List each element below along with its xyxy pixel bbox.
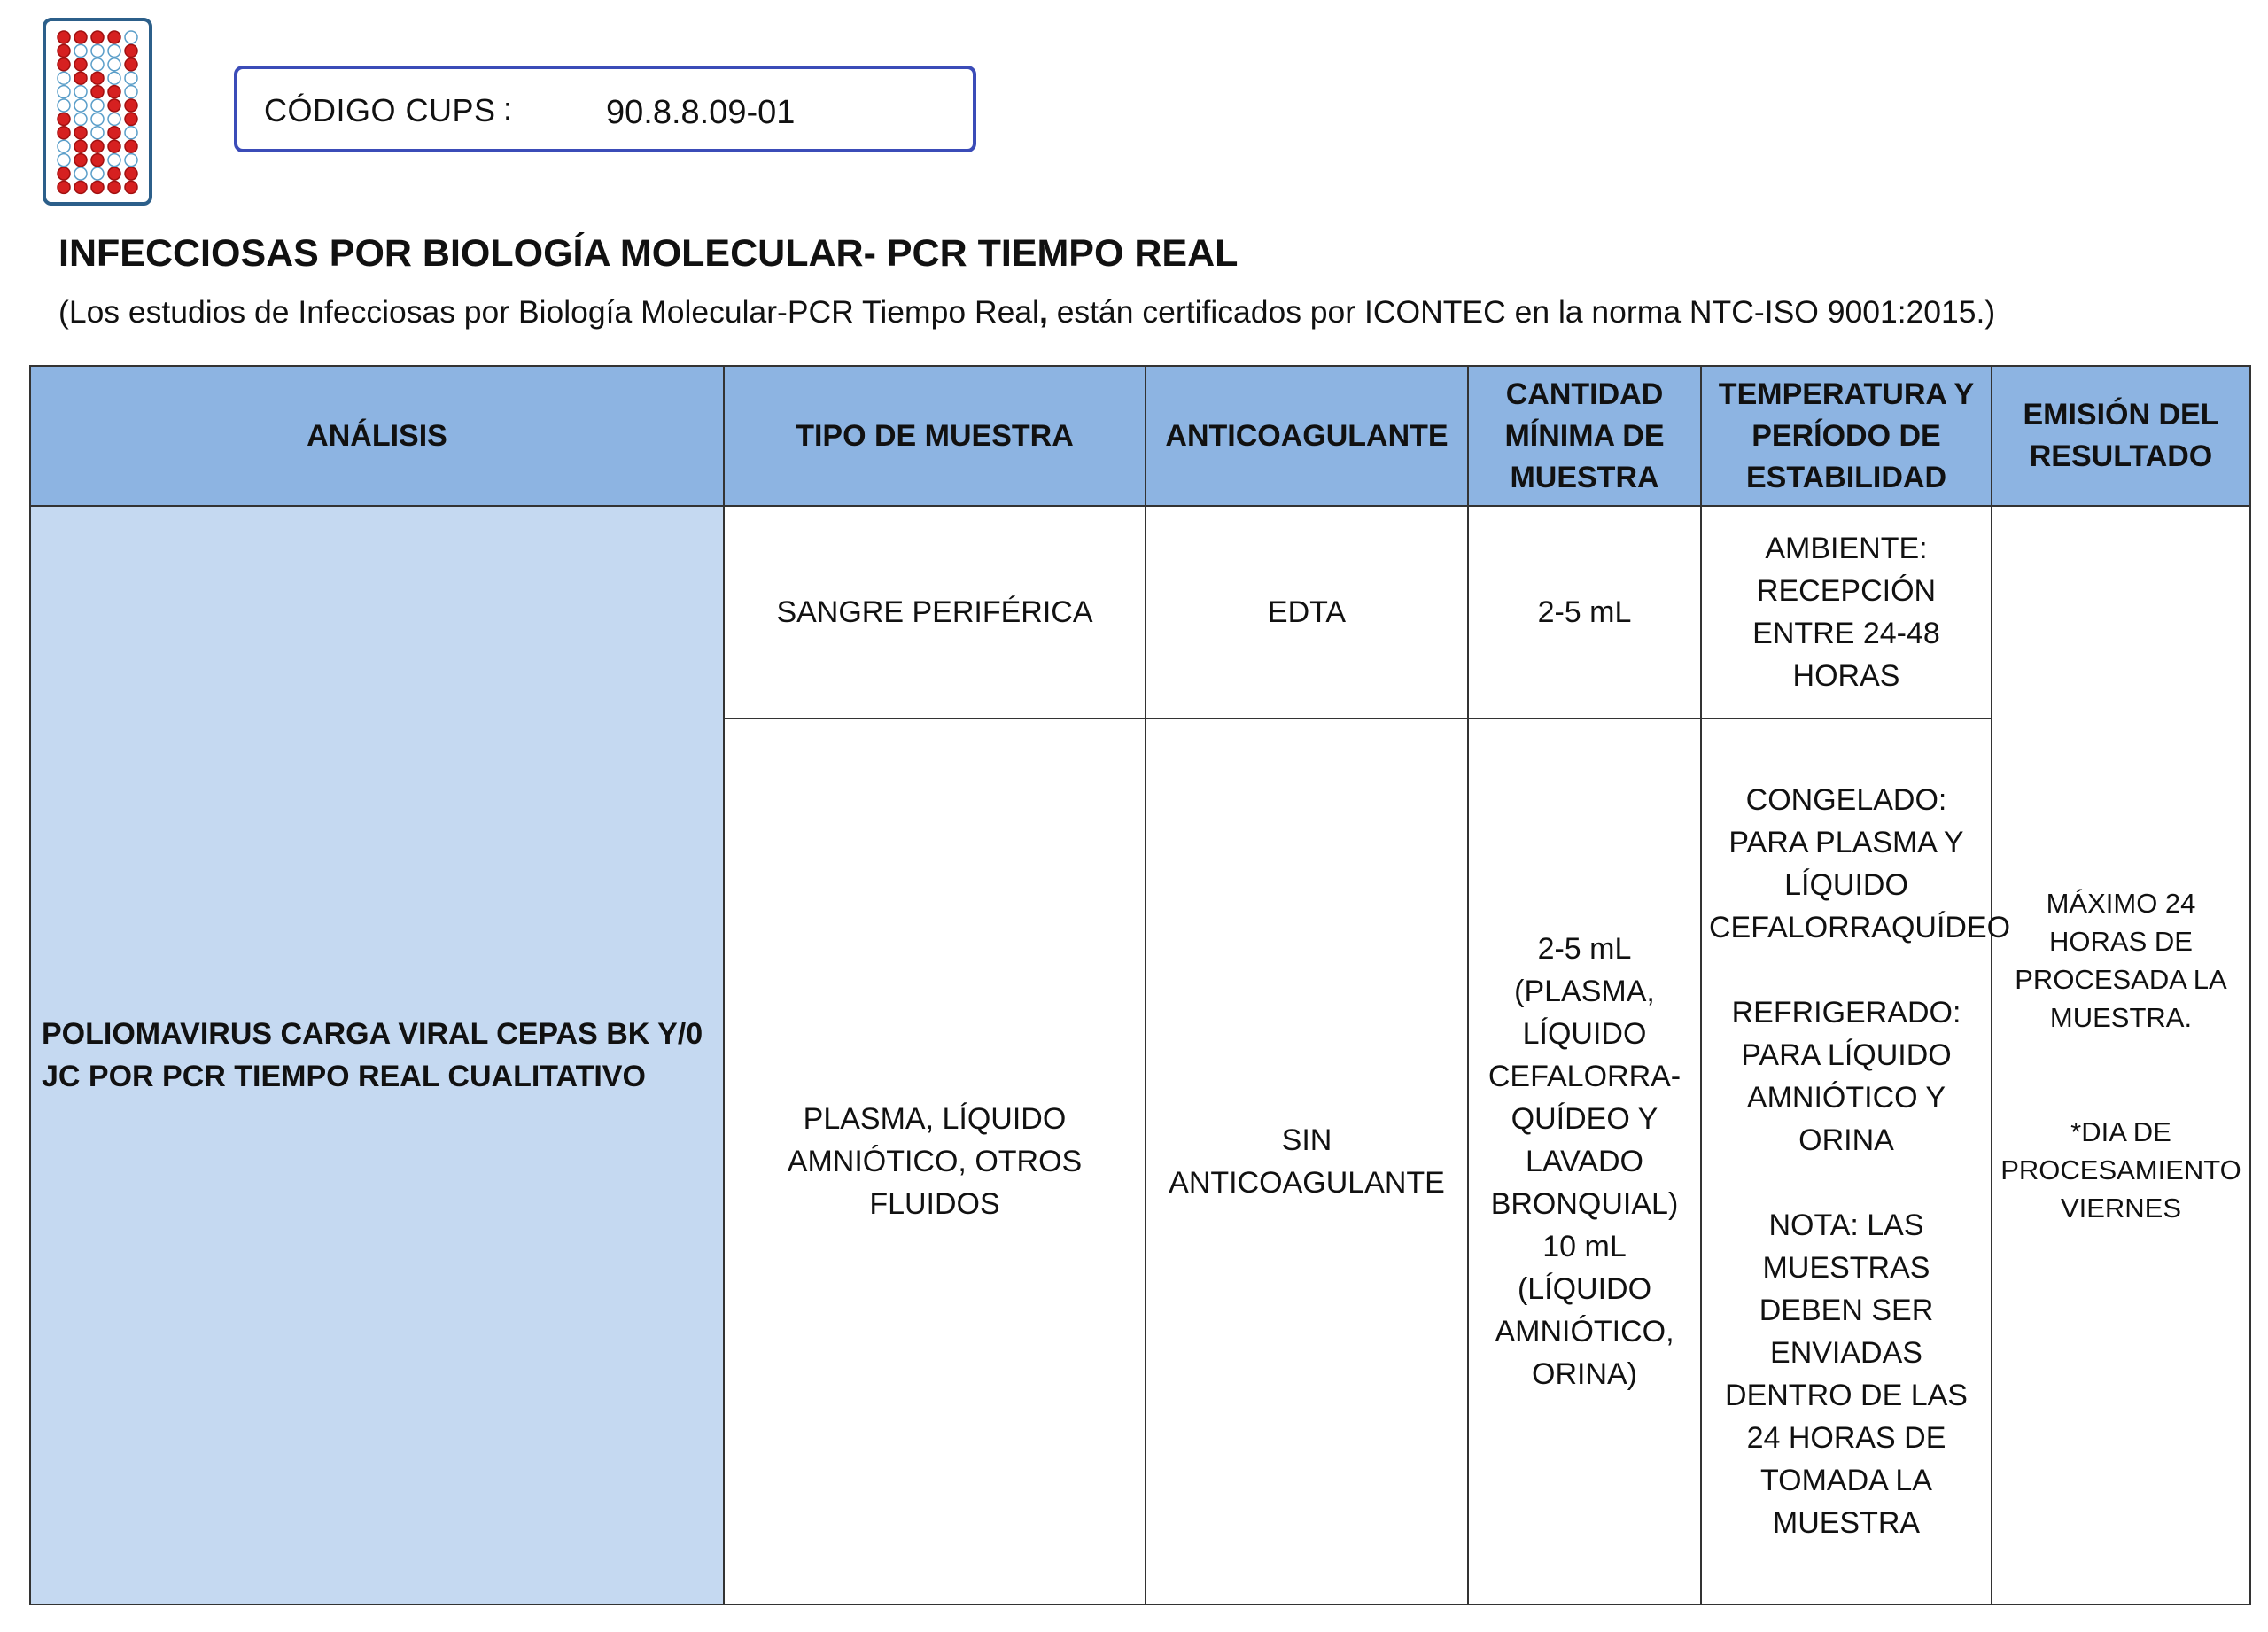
- cups-code-box: [234, 66, 976, 152]
- logo-dot: [108, 44, 120, 57]
- logo-dot: [125, 72, 137, 84]
- logo-dot: [74, 86, 87, 98]
- logo-dot: [91, 44, 104, 57]
- logo-dot-red: [74, 31, 87, 43]
- analysis-cell: POLIOMAVIRUS CARGA VIRAL CEPAS BK Y/0 JC POR PCR TIEMPO REAL CUALITATIVO: [30, 506, 724, 1605]
- logo-dot-red: [108, 86, 120, 98]
- test-table: [29, 365, 2251, 1605]
- cups-label: CÓDIGO CUPS: [264, 92, 496, 128]
- logo-dot-red: [58, 58, 70, 71]
- logo-dot-red: [74, 181, 87, 193]
- sample-type-cell: PLASMA, LÍQUIDO AMNIÓTICO, OTROS FLUIDOS: [724, 719, 1146, 1605]
- logo-dot: [58, 72, 70, 84]
- logo-dot-red: [108, 127, 120, 139]
- logo-dot-red: [125, 113, 137, 125]
- logo-dot: [91, 127, 104, 139]
- certification-note-part1: (Los estudios de Infecciosas por Biología Molecular-PCR Tiempo Real: [58, 294, 1039, 330]
- logo-dot: [58, 140, 70, 152]
- logo-dot: [125, 127, 137, 139]
- logo-dot-red: [58, 181, 70, 193]
- processing-day: *DIA DE PROCESAMIENTO VIERNES: [2000, 1115, 2241, 1224]
- cups-value: 90.8.8.09-01: [606, 94, 796, 131]
- logo-dot-red: [108, 181, 120, 193]
- sample-type-cell: SANGRE PERIFÉRICA: [724, 506, 1146, 719]
- logo-dot-red: [74, 140, 87, 152]
- logo-dot-red: [108, 140, 120, 152]
- logo-dot-red: [108, 167, 120, 180]
- logo-dot-red: [125, 140, 137, 152]
- logo-dot-red: [91, 72, 104, 84]
- temperature-note: NOTA: LAS MUESTRAS DEBEN SER ENVIADAS DENTRO DE LAS 24 HORAS DE TOMADA LA MUESTRA: [1725, 1208, 1968, 1540]
- logo-dot-red: [125, 44, 137, 57]
- logo-dot: [108, 154, 120, 167]
- logo-dot-red: [125, 167, 137, 180]
- logo-dot: [108, 58, 120, 71]
- logo-dot-red: [125, 181, 137, 193]
- logo-dot-red: [58, 113, 70, 125]
- logo-dot: [74, 99, 87, 112]
- header-sample-type: TIPO DE MUESTRA: [724, 366, 1146, 506]
- logo-dot: [58, 86, 70, 98]
- emission-time: MÁXIMO 24 HORAS DE PROCESADA LA MUESTRA.: [2015, 887, 2227, 1033]
- header-min-quantity: CANTIDAD MÍNIMA DE MUESTRA: [1468, 366, 1701, 506]
- header-temperature: TEMPERATURA Y PERÍODO DE ESTABILIDAD: [1701, 366, 1992, 506]
- quantity-cell: 2-5 mL (PLASMA, LÍQUIDO CEFALORRA-QUÍDEO Y LAVADO BRONQUIAL) 10 mL (LÍQUIDO AMNIÓTICO, ORINA): [1468, 719, 1701, 1605]
- logo-dot-red: [58, 44, 70, 57]
- logo-dot-red: [125, 58, 137, 71]
- logo-dot-red: [58, 127, 70, 139]
- logo-dot-red: [74, 58, 87, 71]
- logo-dot: [125, 86, 137, 98]
- emission-cell: [1992, 506, 2250, 1605]
- logo-dot: [91, 99, 104, 112]
- logo-dot: [108, 72, 120, 84]
- logo-dot: [125, 154, 137, 167]
- logo-dot: [91, 58, 104, 71]
- logo-dot: [91, 113, 104, 125]
- certification-note-comma: ,: [1038, 294, 1048, 330]
- logo-dot-red: [74, 154, 87, 167]
- logo-dot: [91, 167, 104, 180]
- logo-dot: [58, 154, 70, 167]
- certification-note-part2: están certificados por ICONTEC en la norma NTC-ISO 9001:2015.): [1047, 294, 1996, 330]
- document-title: INFECCIOSAS POR BIOLOGÍA MOLECULAR- PCR TIEMPO REAL: [58, 232, 1239, 275]
- header-emission: EMISIÓN DEL RESULTADO: [1992, 366, 2250, 506]
- lab-logo: [43, 18, 152, 206]
- logo-dot-red: [58, 31, 70, 43]
- logo-dot-red: [91, 86, 104, 98]
- header-anticoagulant: ANTICOAGULANTE: [1146, 366, 1468, 506]
- logo-dot-red: [91, 31, 104, 43]
- logo-dot: [74, 113, 87, 125]
- table-header-row: [30, 366, 2250, 506]
- temperature-refrigerated: REFRIGERADO: PARA LÍQUIDO AMNIÓTICO Y ORINA: [1731, 996, 1961, 1157]
- logo-dot-red: [58, 167, 70, 180]
- temperature-frozen: CONGELADO: PARA PLASMA Y LÍQUIDO CEFALORRAQUÍDEO: [1709, 783, 2011, 944]
- logo-dot-red: [108, 99, 120, 112]
- logo-dot-red: [91, 140, 104, 152]
- logo-dot: [58, 99, 70, 112]
- logo-dot-red: [125, 99, 137, 112]
- cups-colon: :: [503, 90, 513, 127]
- logo-dot-red: [91, 154, 104, 167]
- logo-dot-red: [74, 72, 87, 84]
- certification-note: [58, 294, 1995, 330]
- anticoagulant-cell: SIN ANTICOAGULANTE: [1146, 719, 1468, 1605]
- quantity-cell: 2-5 mL: [1468, 506, 1701, 719]
- logo-dot-red: [108, 31, 120, 43]
- temperature-cell: [1701, 719, 2011, 1605]
- logo-dot: [125, 31, 137, 43]
- logo-dot-red: [91, 181, 104, 193]
- logo-dot: [74, 44, 87, 57]
- anticoagulant-cell: EDTA: [1146, 506, 1468, 719]
- temperature-cell: AMBIENTE: RECEPCIÓN ENTRE 24-48 HORAS: [1701, 506, 1992, 719]
- logo-dot-red: [74, 127, 87, 139]
- logo-dot: [74, 167, 87, 180]
- header-analysis: ANÁLISIS: [30, 366, 724, 506]
- logo-dot: [108, 113, 120, 125]
- table-row: [30, 506, 2250, 719]
